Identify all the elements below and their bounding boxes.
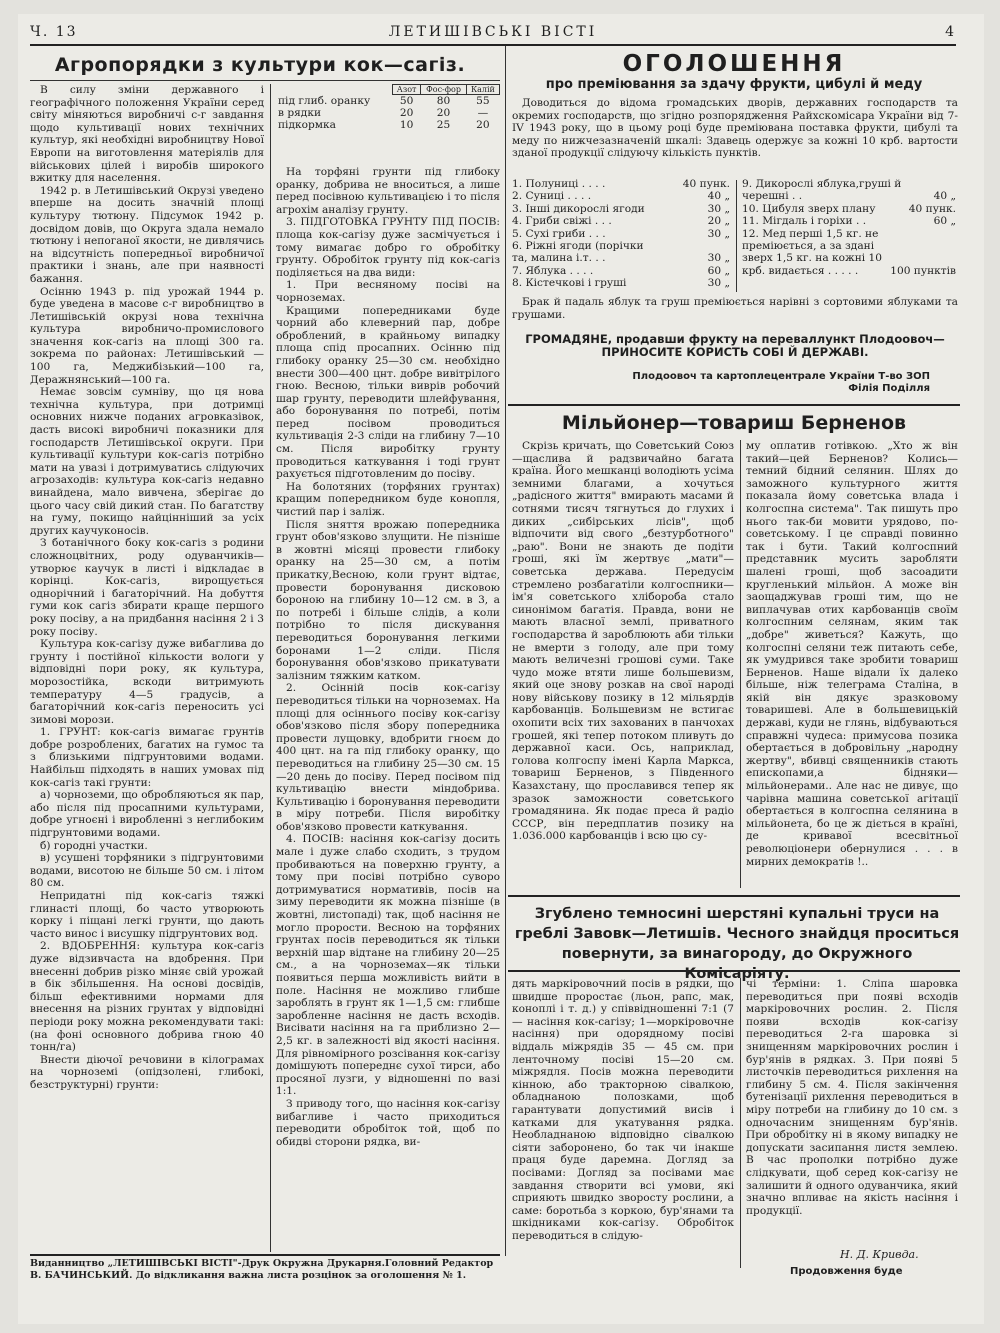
table-row — [276, 107, 500, 119]
table-cell: 80 — [436, 95, 451, 107]
list-item-label: 5. Сухі гриби . . . — [512, 227, 606, 240]
page-number: 4 — [945, 24, 956, 40]
list-item-label: 4. Гриби свіжі . . . — [512, 215, 612, 228]
paragraph: 3. ПІДГОТОВКА ГРУНТУ ПІД ПОСІВ: площа кок-сагізу дуже засмічується і тому вимагає добро го обробітку грунту. Обробіток грунту під кок-сагіз поділяється на два види: — [276, 216, 500, 279]
list-item — [742, 178, 956, 203]
list-item — [512, 240, 730, 252]
millionaire-text-2: му оплатив готівкою. „Хто ж він такий—цей Берненов? Колись—темний бідний селянин. Шлях до заможного культурного життя показала йому советська влада і колгоспна система". Так пишуть про нього так-би мовити урядово, по-советському. І це справді повинно так і бути. Такий колгоспний представник мусить заробляти шалені гроші, щоб засоадити кругленький мільйон. А може він заощаджував гроші тим, що не виплачував отих карбованців своїм колгоспним селянам, яким так „добре" живеться? Кажуть, що колгоспні селяни теж питають себе, як умудрився таке зробити товариш Берненов. Наше відали їх далеко більше, ніж телеграма Сталіна, в якій він дякує зразковому товаришеві. Але в большевицькій державі, куди не глянь, відбуваються справжні чудеса: примусова позика обертається в добровільну „народну жертву", вбивці священників стають епископами,а бідняки—мільйонерами.. Але нас не дивує, що чарівна машина советської агітації обертається в колгоспна селянина в мільйонета, бо це ж діється в країні, де кривавої всесвітньої революціонери обернулися . . . в мирних демократів !.. — [746, 440, 958, 868]
paragraph: а) чорноземи, що обробляються як пар, або після під просапними культурами, добре угноєні і виробленні з неглибоким підгрунтовими водами. — [30, 789, 264, 840]
newspaper-title: ЛЕТИШІВСЬКІ ВІСТІ — [388, 24, 598, 40]
column-divider — [740, 978, 741, 1268]
list-item-label: 11. Мігдаль і горіхи . . — [742, 215, 867, 228]
millionaire-column-1 — [512, 440, 734, 888]
agro-column-2 — [276, 166, 500, 1252]
premium-list-right — [742, 178, 956, 277]
announcement-intro-text: Доводиться до відома громадських дворів, державних господарств та окремих господарств, що згідно розпорядження Райхскомісара України від 7-IV 1943 року, що в цьому році буде преміювана поставка фрукти, цибулі та меду по нижчезазначеній шкалі: Здавець одержує за кожні 10 крб. вартости зданої продукції слідуючу кількість пунктів. — [512, 97, 958, 160]
list-item — [512, 265, 730, 277]
list-item-label: та, малина і.т. . . — [512, 252, 606, 265]
paragraph: Непридатні під кок-сагіз тяжкі глинасті площі, бо часто утворюють корку і піщані легкі грунти, що дають часто винос і висушку підгрунтових вод. — [30, 890, 264, 940]
list-item-value: 30 „ — [707, 252, 730, 265]
list-item — [742, 215, 956, 227]
agro-column-1 — [30, 84, 264, 1252]
table-cell: 20 — [436, 107, 451, 119]
list-item-label: 7. Яблука . . . . — [512, 264, 594, 277]
paragraph: 2. ВДОБРЕННЯ: культура кок-сагіз дуже відзивчаста на вдобрення. При внесенні добрив різко міняє свій урожай в бік збільшення. На основі досвідів, більш ефективними нормами для внесення на різних грунтах у відповідні періоди року можна рекомендувати такі: (на фоні основного добрива гною 40 тонн/га) — [30, 940, 264, 1054]
paragraph: З приводу того, що насіння кок-сагізу вибагливе і часто приходиться переводити обробіток той, щоб по обидві сторони рядка, ви- — [276, 1097, 500, 1148]
table-cell: 25 — [436, 119, 451, 131]
agro-text-4: чі терміни: 1. Сліпа шаровка переводиться при появі всходів маркіровочних рослин. 2. Після появи всходів кок-сагізу переводиться 2-га шаровка зі знищенням маркіровочних рослин і бур'янів в рядках. 3. При появі 5 листочків переводиться рихлення на глибину 5 см. 4. Після закінчення бутенізації рихлення переводиться в міру потреби на глибину до 10 см. з одночасним знищенням бур'янів. При обробітку ні в якому випадку не допускати засипання листя землею. В час прополки потрібно дуже слідкувати, щоб серед кок-сагізу не залишити й одного одуванчика, який значно впливає на якість насіння і продукції. — [746, 978, 958, 1217]
paragraph: Після зняття врожаю попередника грунт обов'язково злущити. Не пізніше в жовтні місяці провести глибоку оранку на 25—30 см, а потім прикатку,Весною, коли грунт відтає, провести боронування дисковою бороною на глибину 10—12 см. в 3, а по потребі і більше слідів, а коли потрібно то після дискування переводиться боронування легкими боронами 1—2 сліди. Після боронування обов'язково прикатувати залізним тяжким катком. — [276, 518, 500, 682]
list-item — [742, 203, 956, 215]
list-item — [512, 203, 730, 215]
list-item-label: 10. Цибуля зверх плану — [742, 202, 876, 215]
millionaire-text-1: Скрізь кричать, що Советський Союз—щаслива й радзвичайно багата країна. Його мешканці володіють усіма земними благами, а хочуться „радісного життя" вмирають масами й сотнями тисяч тягнуться до глухих і диких „сибірських лісів", щоб відпочити від свого „безтурботного" „раю". Вони не знають де подіти гроші, які їм жертвує „мати"—советська держава. Передусім стремлено розбагатіли колгоспники—ім'я советського хлібороба стало синонімом багатія. Правда, вони не мають власної землі, приватного господарства й зароблюють аби тільки не вмерти з голоду, але при тому мають величезні грошові суми. Таке чудо може втяти лише большевизм, який оце знову розкав на свої народі нову військову позику в 12 мільярдів карбованців. Большевизм не встигає охопити всіх тих захованих в панчохах грошей, які тепер потоком пливуть до державної каси. Ось, наприклад, голова колгоспу імені Карла Маркса, товариш Берненов, з Південного Казахстану, що прославився тепер як зразок заможности советського громадянина. Як подає преса й радіо СССР, він передплатив позику на 1.036.000 карбованців і всю цю су- — [512, 440, 734, 843]
table-cell: 55 — [476, 95, 490, 107]
paragraph: Внести діючої речовини в кілограмах на чорноземі (опідзолені, глибокі, безструктурні) грунти: — [30, 1053, 264, 1091]
paragraph: З ботанічного боку кок-сагіз з родини сложноцвітних, роду одуванчиків—утворює каучук в листі і відкладає в корінці. Кок-сагіз, вирощується однорічний і багаторічний. На добуття гуми кок сагіз збирати краще першого року посіву, а на придбання насіння 2 і 3 року посіву. — [30, 537, 264, 638]
list-item — [512, 228, 730, 240]
lost-notice: Згублено темносині шерстяні купальні труси на греблі Завовк—Летишів. Чесного знайдця проситься повернути, за винагороду, до Окружного Комісаріяту. — [514, 906, 960, 982]
continued-note: Продовження буде — [790, 1266, 903, 1277]
list-item-value: 60 „ — [707, 264, 730, 277]
paragraph: На торфяні грунти під глибоку оранку, добрива не вноситься, а лише перед посівною культивацією і то після агрохім аналізу грунту. — [276, 166, 500, 216]
page-header — [30, 22, 956, 46]
section-rule — [508, 970, 960, 972]
list-item-value: 20 „ — [707, 215, 730, 228]
list-item-label: 1. Полуниці . . . . — [512, 178, 606, 190]
table-cell: під глиб. оранку — [278, 94, 371, 107]
paragraph: 4. ПОСІВ: насіння кок-сагізу досить мале і дуже слабо сходить, з трудом пробиваються на поверхню грунту, а тому при посіві потрібно суворо дотримуватися нормативів, посів на зиму переводити як можна пізніше (в жовтні, листопаді) так, щоб насіння не могло прорости. Весною на торфяних грунтах посів переводиться як тільки верхній шар відтане на глибину 20—25 см., а на чорноземах—як тільки появиться перша можливість вийти в поле. Насіння не можливо глибше зароблять в грунт як 1—1,5 см: глибше заробленне насіння не дасть всходів. Висівати насіння на га приблизно 2—2,5 кг. в залежності від якості насіння. Для рівномірного розсівання кок-сагізу домішують попереднє сухої тирси, або просяної лузги, у відношенні по вазі 1:1. — [276, 833, 500, 1098]
list-item-value: 30 „ — [707, 202, 730, 215]
list-item-label: 3. Інші дикорослі ягоди — [512, 202, 645, 215]
table-cell: в рядки — [278, 107, 322, 119]
publisher-footer: Виданництво „ЛЕТИШІВСЬКІ ВІСТІ"-Друк Окружна Друкарня.Головний Редактор В. БАЧИНСЬКИЙ. До відкликання важна листа розцінок за оголошення № 1. — [30, 1258, 494, 1281]
list-item — [512, 252, 730, 264]
list-item-value: 100 пунктів — [890, 264, 956, 277]
agro-column-3 — [512, 978, 734, 1260]
list-item-value: 40 „ — [933, 190, 956, 203]
table-cell: 10 — [399, 119, 414, 131]
paragraph: В силу зміни державного і географічного положення України серед світу міняються виробничі с-г завдання щодо культивації нових технічних культур, які необхідні виробництву Нової Европи на виготовлення матеріялів для військових цілей і виробів широкого вжитку для населення. — [30, 84, 264, 185]
paragraph: 1. При весняному посіві на чорноземах. — [276, 279, 500, 304]
announcement-appeal: ГРОМАДЯНЕ, продавши фрукту на переваллункт Плодоовоч—ПРИНОСИТЕ КОРИСТЬ СОБІ Й ДЕРЖАВІ. — [525, 332, 945, 359]
center-divider — [505, 46, 506, 1256]
list-item-value: 30 „ — [707, 227, 730, 240]
list-item — [742, 228, 956, 278]
paragraph: На болотяних (торфяних грунтах) кращим попередником буде конопля, чистий пар і заліж. — [276, 480, 500, 519]
list-divider — [736, 180, 737, 292]
fertilizer-table — [276, 84, 500, 131]
paragraph: Кращими попередниками буде чорний або клеверний пар, добре оброблений, в крайньому випадку площа спід просапних. Осінню під глибоку оранку 25—30 см. необхідно внести 300—400 цнт. добре вивітрілого гною. Весною, тільки виврів робочий шар грунту, переводити шлейфування, або боронування по потребі, потім перед посівом проводиться культивація 2-3 сліди на глибину 7—10 см. Після виробітку грунту проводиться каткування і тоді грунт рахується підготовленим до посіву. — [276, 304, 500, 481]
announcement-intro — [512, 97, 958, 160]
list-item-value: 60 „ — [933, 215, 956, 228]
premium-list-left — [512, 178, 730, 290]
article-author: Н. Д. Кривда. — [840, 1248, 919, 1261]
paragraph: Осінню 1943 р. під урожай 1944 р. буде уведена в масове с-г виробництво в Летишівській окрузі нова технічна культура виробничо-промислового значення кок-сагіз на площі 300 га. зокрема по районах: Летишівський — 100 га, Меджибізький—100 га, Деражнянський—100 га. — [30, 285, 264, 386]
list-item — [512, 215, 730, 227]
paragraph: в) усушені торфяники з підгрунтовими водами, висотою не більше 50 см. і літом 80 см. — [30, 852, 264, 890]
column-divider — [740, 440, 741, 888]
announcement-signature: Плодоовоч та картоплецентрале України Т-во ЗОП Філія Поділля — [632, 371, 930, 394]
list-item-value: 30 „ — [707, 277, 730, 290]
paragraph: 1942 р. в Летишівський Окрузі уведено вперше на досить значній площі культуру тютюну. Підсумок 1942 р. досвідом довів, що Округа здала немало тютюну і непоганої якости, не дивлячись на відсутність попередньої виробничої практики і знань, але при наявності бажання. — [30, 184, 264, 285]
list-item — [512, 190, 730, 202]
table-header: Фос-фор — [421, 85, 467, 95]
table-cell: 50 — [399, 95, 414, 107]
issue-number: Ч. 13 — [30, 24, 78, 40]
list-item-label: 8. Кістечкові і груші — [512, 277, 627, 290]
list-item-value: 40 пунк. — [908, 202, 956, 215]
millionaire-column-2 — [746, 440, 958, 888]
paragraph: Культура кок-сагізу дуже вибаглива до грунту і постійної кількости вологи у відповідні пори року, як культура, морозостійка, вскоди витримують температуру 4—5 градусів, а багаторічний кок-сагіз переносить усі зимові морози. — [30, 638, 264, 726]
table-row — [276, 119, 500, 131]
paragraph: б) городні участки. — [40, 839, 148, 852]
table-header: Калій — [466, 85, 499, 95]
article-title-agro: Агропорядки з культури кок—сагіз. — [54, 54, 466, 76]
list-item-label: 12. Мед перші 1,5 кг. не преміюється, а за здані зверх 1,5 кг. на кожні 10 крб. видається . . . . . — [742, 227, 883, 277]
section-rule — [508, 895, 960, 897]
table-cell: підкормка — [278, 119, 336, 131]
table-cell: 20 — [476, 119, 490, 131]
paragraph: 2. Осінній посів кок-сагізу переводиться тільки на чорноземах. На площі для осіннього посіву кок-сагізу обов'язково після збору попередника провести лущовку, вдобрити гноєм до 400 цнт. на га під глибоку оранку, що переводиться на глибину 25—30 см. 15—20 день до посіву. Перед посівом під культивацію внести міндобрива. Культивацію і боронування переводити в міру потреби. Після виробітку обов'язково провести каткування. — [276, 682, 500, 833]
table-cell: — — [477, 107, 489, 119]
announcement-subtitle: про преміювання за здачу фрукти, цибулі й меду — [545, 77, 923, 92]
list-item-value: 40 пунк. — [682, 178, 730, 190]
list-item — [512, 178, 730, 190]
table-cell: 20 — [399, 107, 414, 119]
title-rule — [30, 80, 500, 81]
table-row — [276, 95, 500, 108]
list-item-label: 2. Суниці . . . . — [512, 190, 592, 203]
paragraph: 1. ГРУНТ: кок-сагіз вимагає грунтів добре розроблених, багатих на гумос та з близькими підгрунтовими водами. Найбільш підходять в наших умовах під кок-сагіз такі грунти: — [30, 726, 264, 789]
announcement-note-text: Брак й падаль яблук та груш преміюється нарівні з сортовими яблуками та грушами. — [512, 296, 958, 321]
list-item-label: 6. Ріжні ягоди (порічки — [512, 240, 644, 253]
list-item-value: 40 „ — [707, 190, 730, 203]
column-divider — [270, 84, 271, 1252]
agro-column-4 — [746, 978, 958, 1246]
table-header: Азот — [393, 85, 421, 95]
list-item-label: 9. Дикорослі яблука,груші й черешні . . — [742, 178, 902, 203]
article-title-millionaire: Мільйонер—товариш Берненов — [561, 412, 907, 434]
list-item — [512, 277, 730, 289]
paragraph: Немає зовсім сумніву, що ця нова технічна культура, при дотримці основних нижче поданих агровказівок, дасть високі виробничі показники для господарств Летишівської округи. При культивації культури кок-сагіз потрібно мати на увазі і дотримуватись слідуючих агрозаходів: культура кок-сагіз недавно винайдена, мало вивчена, зберігає до цього часу свій дикий стан. По багатству на гуму, покищо найцінніший за усіх других каучуконосів. — [30, 386, 264, 537]
section-rule — [508, 404, 960, 406]
announcement-title: ОГОЛОШЕННЯ — [622, 51, 846, 77]
agro-text-3: дять маркіровочний посів в рядки, що швидше проростає (льон, рапс, мак, коноплі і т. д.) у співвідношенні 7:1 (7 — насіння кок-сагізу; 1—моркіровочне насіння) при одорядному посіві віддаль міжрядів 35 — 45 см. при ленточному посіві 15—20 см. міжрядля. Посів можна переводити кінною, або тракторною сівалкою, обладнаною полозками, щоб гарантувати допустимий висів і катками для укатування рядка. Необладнаною відповідно сівалкою сіяти заборонено, бо так чи інакше праця буде даремна. Догляд за посівами: Догляд за посівами має завдання створити всі умови, які сприяють швидко зворосту рослини, а саме: боротьба з коркою, бур'янами та шкідниками кок-сагізу. Обробіток переводиться в слідую- — [512, 978, 734, 1242]
footer-rule — [30, 1254, 500, 1256]
announcement-note — [512, 296, 958, 321]
